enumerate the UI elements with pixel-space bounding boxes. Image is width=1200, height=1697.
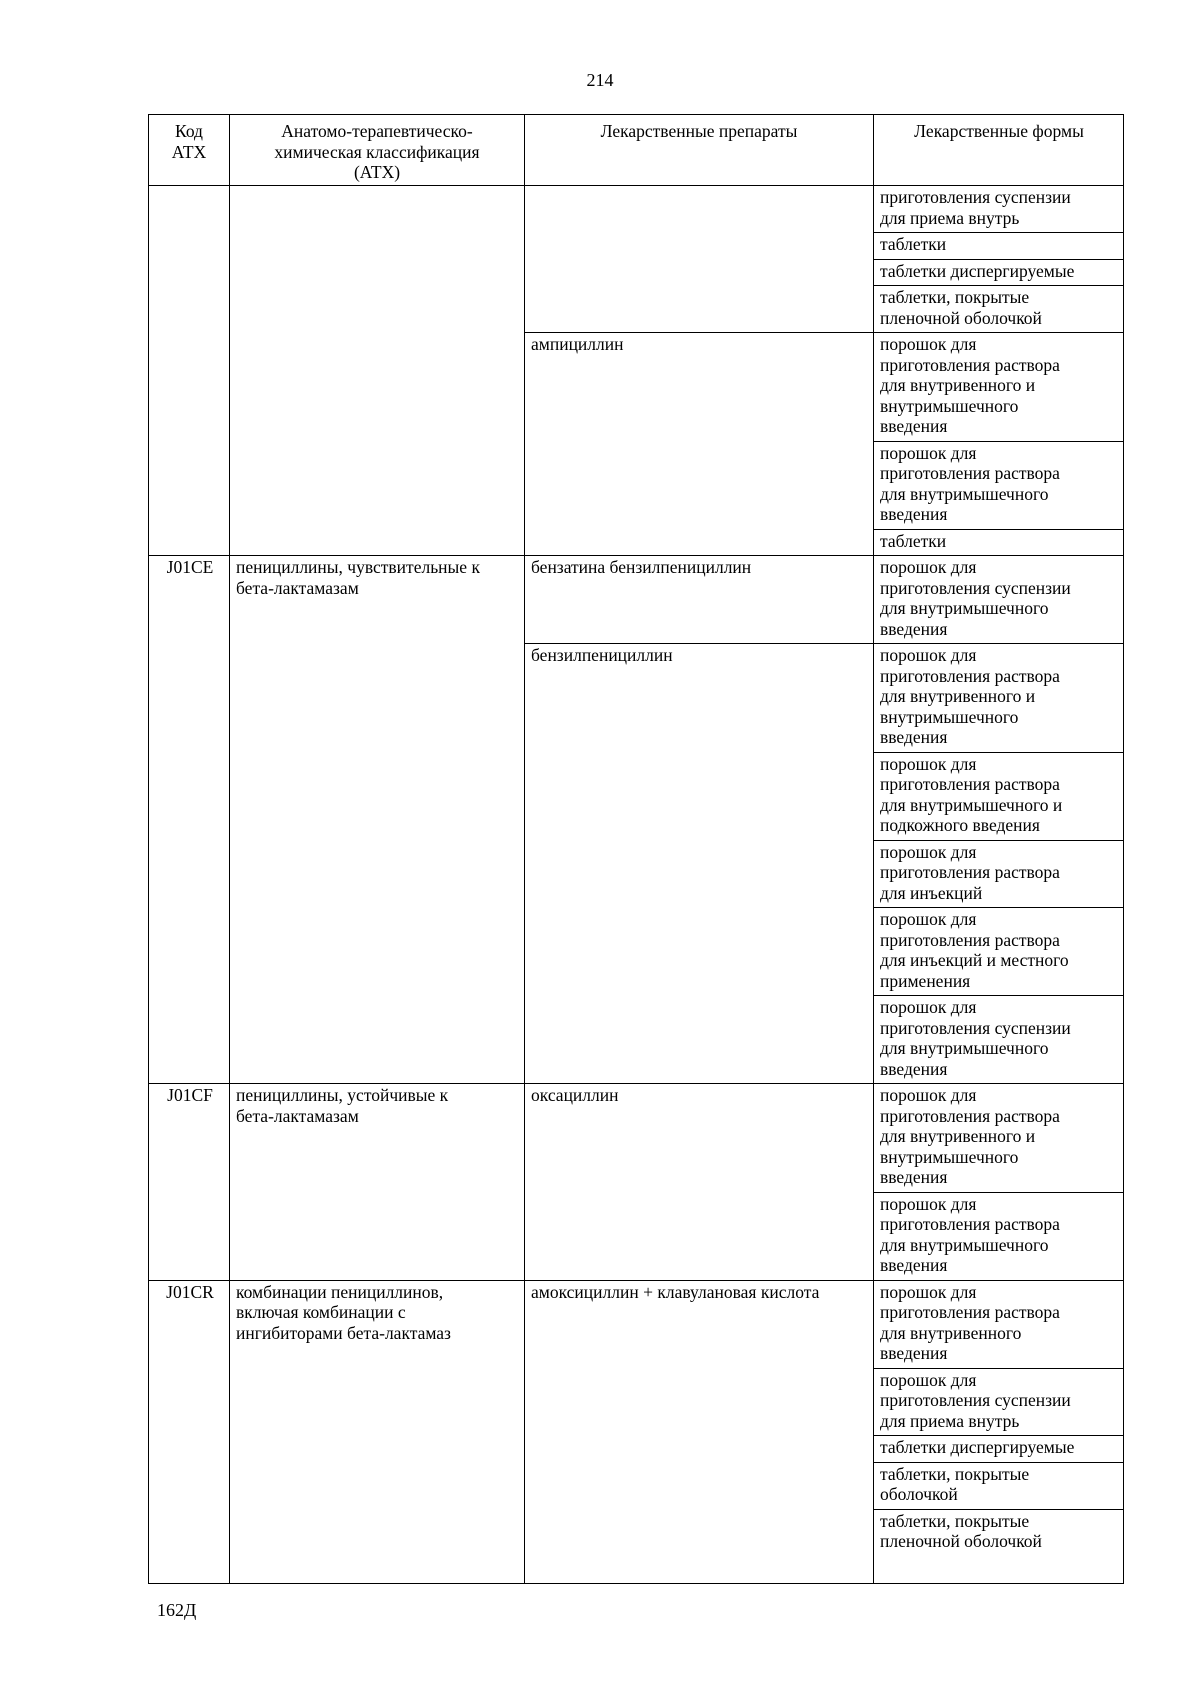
column-divider (524, 115, 525, 1583)
atc-code: J01CR (166, 1281, 214, 1302)
dosage-form: порошок для приготовления суспензии для приема внутрь (880, 1369, 1071, 1431)
drug-name: ампициллин (531, 334, 624, 354)
row-divider (524, 643, 1123, 644)
drug-name: бензилпенициллин (531, 645, 673, 665)
header-code: Код АТХ (171, 121, 207, 162)
header-divider (149, 185, 1123, 186)
row-divider (524, 332, 1123, 333)
column-divider (873, 115, 874, 1583)
column-divider (229, 115, 230, 1583)
row-divider (149, 555, 1123, 556)
dosage-form: порошок для приготовления раствора для внутривенного и внутримышечного введения (880, 645, 1060, 747)
dosage-form: порошок для приготовления суспензии для внутримышечного введения (880, 557, 1071, 639)
row-divider (873, 995, 1123, 996)
dosage-form: таблетки (880, 530, 947, 551)
dosage-form: порошок для приготовления раствора для внутримышечного введения (880, 1193, 1060, 1275)
dosage-form: приготовления суспензии для приема внутрь (880, 187, 1071, 228)
dosage-form: таблетки диспергируемые (880, 260, 1075, 281)
row-divider (873, 1368, 1123, 1369)
row-divider (873, 285, 1123, 286)
row-divider (873, 907, 1123, 908)
dosage-form: таблетки, покрытые оболочкой (880, 1463, 1030, 1504)
dosage-form: таблетки, покрытые пленочной оболочкой (880, 1510, 1042, 1551)
dosage-form: порошок для приготовления раствора для внутривенного и внутримышечного введения (880, 1085, 1060, 1187)
document-code: 162Д (157, 1600, 197, 1620)
row-divider (873, 1462, 1123, 1463)
header-drugs: Лекарственные препараты (600, 121, 798, 141)
dosage-form: таблетки, покрытые пленочной оболочкой (880, 287, 1042, 328)
drug-name: оксациллин (531, 1085, 619, 1105)
dosage-form: порошок для приготовления раствора для внутримышечного и подкожного введения (880, 753, 1063, 835)
drug-table (148, 114, 1124, 1584)
atc-code: J01CF (167, 1085, 213, 1105)
dosage-form: таблетки диспергируемые (880, 1437, 1075, 1457)
drug-name: бензатина бензилпенициллин (531, 557, 752, 577)
atc-classification: пенициллины, устойчивые к бета-лактамазам (236, 1085, 449, 1126)
dosage-form: порошок для приготовления раствора для внутривенного и внутримышечного введения (880, 334, 1060, 436)
row-divider (873, 1509, 1123, 1510)
atc-code: J01CE (166, 557, 214, 577)
row-divider (149, 1280, 1123, 1281)
dosage-form: порошок для приготовления суспензии для внутримышечного введения (880, 997, 1071, 1079)
dosage-form: таблетки (880, 234, 947, 254)
row-divider (873, 840, 1123, 841)
dosage-form: порошок для приготовления раствора для инъекций и местного применения (880, 909, 1069, 991)
dosage-form: порошок для приготовления раствора для инъекций (880, 841, 1060, 903)
row-divider (873, 752, 1123, 753)
page-number: 214 (586, 70, 614, 90)
row-divider (873, 441, 1123, 442)
drug-name: амоксициллин + клавулановая кислота (531, 1281, 820, 1302)
row-divider (873, 1192, 1123, 1193)
row-divider (149, 1083, 1123, 1084)
row-divider (873, 529, 1123, 530)
dosage-form: порошок для приготовления раствора для внутримышечного введения (880, 442, 1060, 524)
row-divider (873, 259, 1123, 260)
atc-classification: комбинации пенициллинов, включая комбинации с ингибиторами бета-лактамаз (236, 1281, 451, 1343)
dosage-form: порошок для приготовления раствора для внутривенного введения (880, 1281, 1060, 1363)
header-forms: Лекарственные формы (914, 121, 1084, 141)
atc-classification: пенициллины, чувствительные к бета-лактамазам (236, 557, 480, 598)
row-divider (873, 1435, 1123, 1436)
header-atc-classification: Анатомо-терапевтическо- химическая классификация (АТХ) (274, 121, 480, 182)
row-divider (873, 232, 1123, 233)
